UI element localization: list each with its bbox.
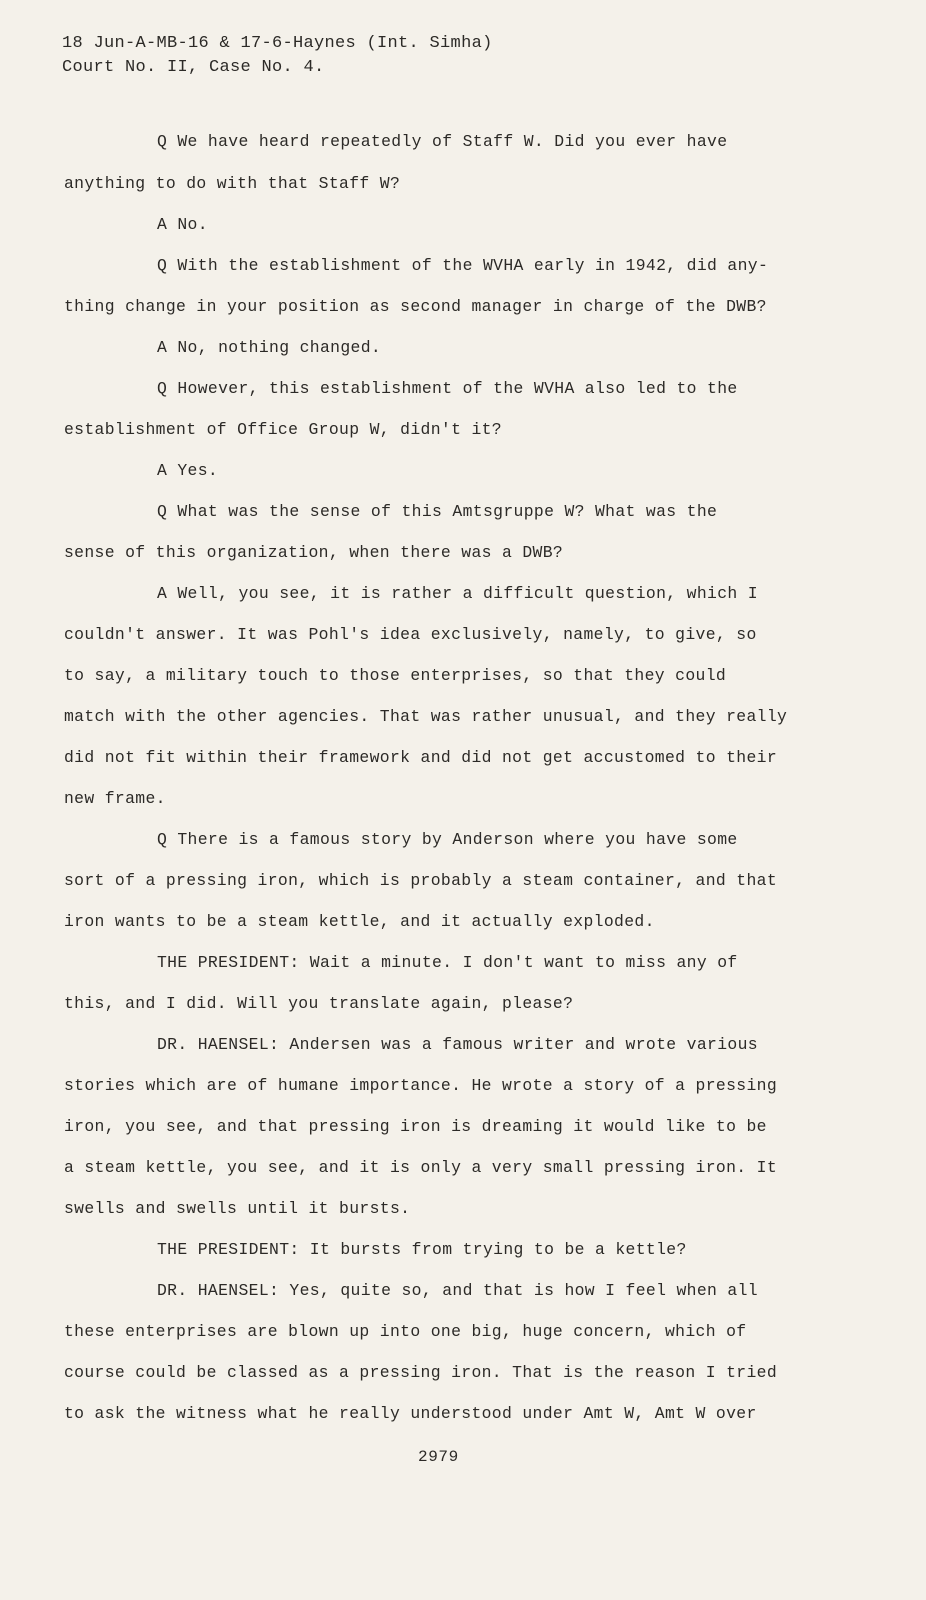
text-line: swells and swells until it bursts. xyxy=(64,1199,411,1218)
text-line: couldn't answer. It was Pohl's idea exclusively, namely, to give, so xyxy=(64,625,757,644)
text-line: anything to do with that Staff W? xyxy=(64,174,401,193)
text-line: Q There is a famous story by Anderson where you have some xyxy=(157,830,738,849)
text-line: these enterprises are blown up into one big, huge concern, which of xyxy=(64,1322,747,1341)
text-line: Q However, this establishment of the WVHA also led to the xyxy=(157,379,738,398)
text-line: A Yes. xyxy=(157,461,219,480)
text-line: iron, you see, and that pressing iron is dreaming it would like to be xyxy=(64,1117,767,1136)
text-line: Q What was the sense of this Amtsgruppe W? What was the xyxy=(157,502,718,521)
text-line: DR. HAENSEL: Yes, quite so, and that is how I feel when all xyxy=(157,1281,758,1300)
text-line: thing change in your position as second manager in charge of the DWB? xyxy=(64,297,767,316)
text-line: THE PRESIDENT: Wait a minute. I don't want to miss any of xyxy=(157,953,738,972)
text-line: did not fit within their framework and did not get accustomed to their xyxy=(64,748,778,767)
text-line: a steam kettle, you see, and it is only a very small pressing iron. It xyxy=(64,1158,778,1177)
text-line: establishment of Office Group W, didn't it? xyxy=(64,420,502,439)
text-line: A No. xyxy=(157,215,208,234)
text-line: to say, a military touch to those enterprises, so that they could xyxy=(64,666,727,685)
text-line: to ask the witness what he really understood under Amt W, Amt W over xyxy=(64,1404,757,1423)
text-line: A Well, you see, it is rather a difficult question, which I xyxy=(157,584,758,603)
document-header xyxy=(62,32,493,80)
text-line: Q With the establishment of the WVHA early in 1942, did any- xyxy=(157,256,769,275)
text-line: DR. HAENSEL: Andersen was a famous writer and wrote various xyxy=(157,1035,758,1054)
text-line: sort of a pressing iron, which is probably a steam container, and that xyxy=(64,871,778,890)
text-line: sense of this organization, when there was a DWB? xyxy=(64,543,564,562)
text-line: course could be classed as a pressing iron. That is the reason I tried xyxy=(64,1363,778,1382)
text-line: stories which are of humane importance. He wrote a story of a pressing xyxy=(64,1076,778,1095)
header-line-2: Court No. II, Case No. 4. xyxy=(62,58,325,77)
text-line: THE PRESIDENT: It bursts from trying to be a kettle? xyxy=(157,1240,687,1259)
text-line: Q We have heard repeatedly of Staff W. Did you ever have xyxy=(157,132,728,151)
text-line: iron wants to be a steam kettle, and it actually exploded. xyxy=(64,912,655,931)
header-line-1: 18 Jun-A-MB-16 & 17-6-Haynes (Int. Simha) xyxy=(62,34,493,53)
text-line: A No, nothing changed. xyxy=(157,338,382,357)
page-number: 2979 xyxy=(418,1448,459,1466)
text-line: this, and I did. Will you translate again, please? xyxy=(64,994,574,1013)
text-line: match with the other agencies. That was rather unusual, and they really xyxy=(64,707,788,726)
text-line: new frame. xyxy=(64,789,166,808)
